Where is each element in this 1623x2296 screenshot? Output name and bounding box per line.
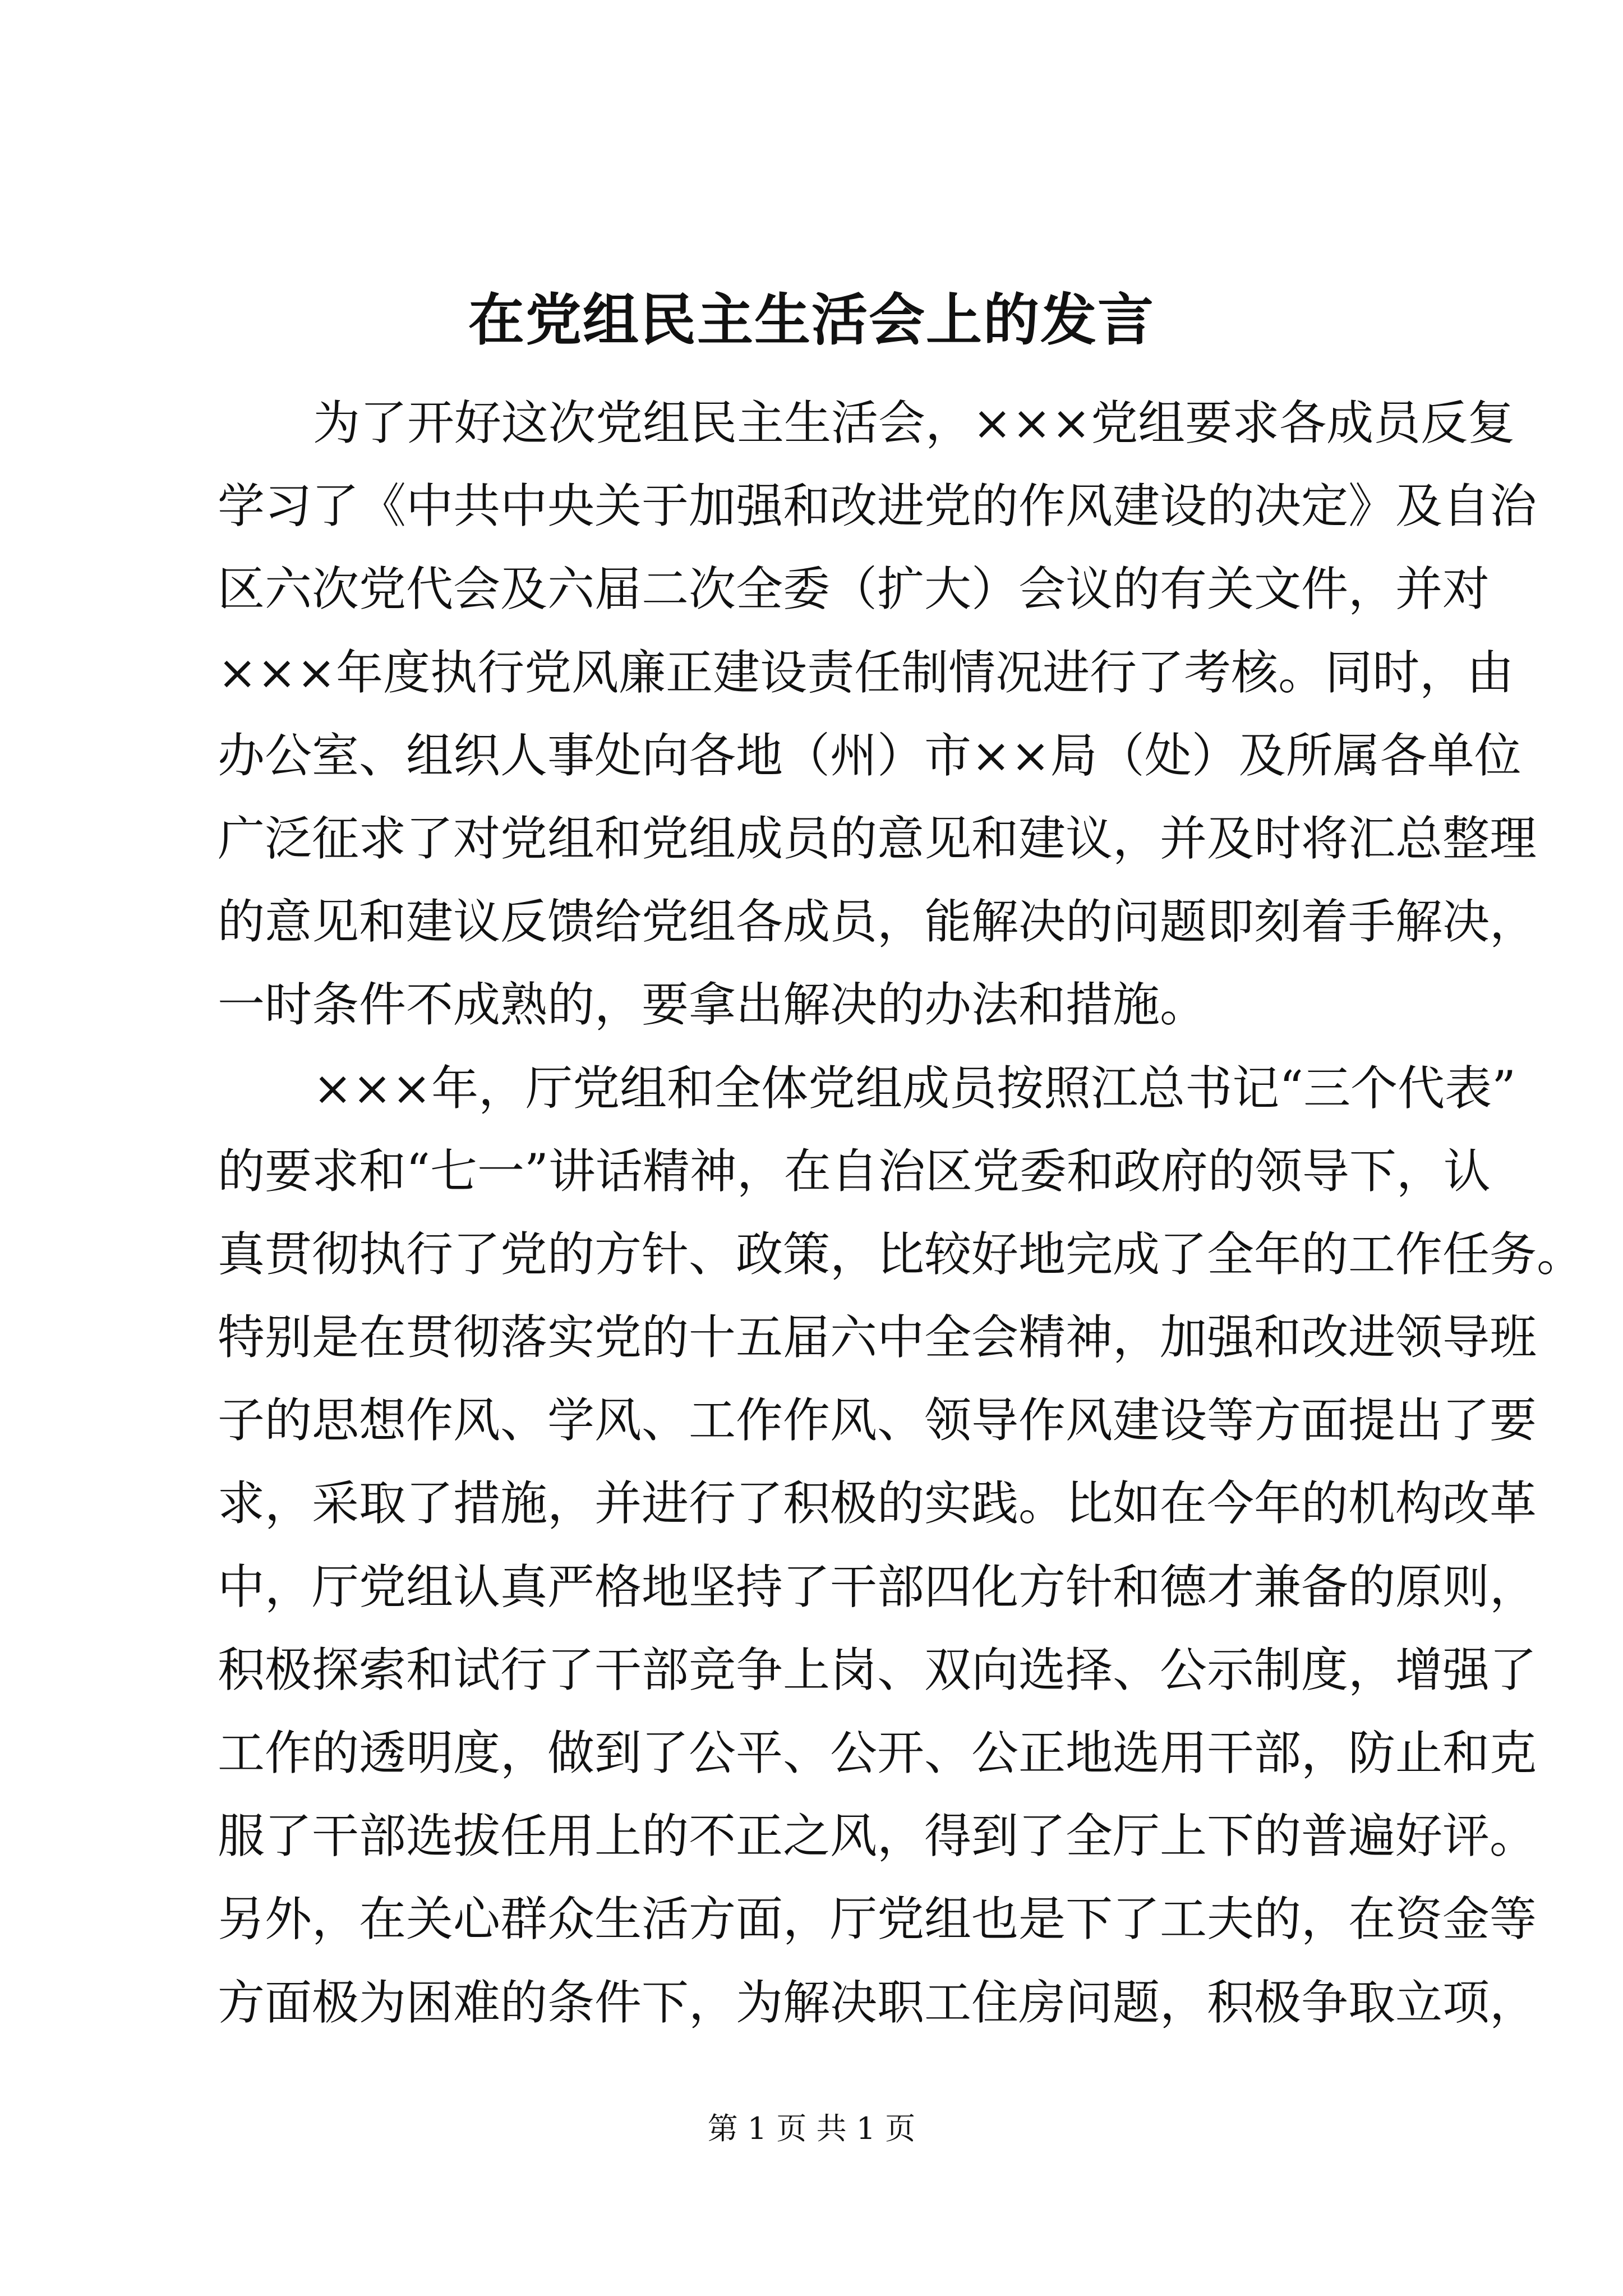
text-line: 的意见和建议反馈给党组各成员，能解决的问题即刻着手解决，: [218, 894, 1537, 950]
text-line: 真贯彻执行了党的方针、政策，比较好地完成了全年的工作任务。: [218, 1226, 1584, 1282]
text-line: ×××年，厅党组和全体党组成员按照江总书记“三个代表”: [313, 1060, 1516, 1116]
text-line: 广泛征求了对党组和党组成员的意见和建议，并及时将汇总整理: [218, 811, 1537, 866]
page-footer: 第 1 页 共 1 页: [707, 2111, 916, 2146]
document-body: [218, 381, 1584, 2044]
text-line: 子的思想作风、学风、工作作风、领导作风建设等方面提出了要: [218, 1393, 1537, 1448]
text-line: 方面极为困难的条件下，为解决职工住房问题，积极争取立项，: [218, 1975, 1537, 2030]
text-line: 为了开好这次党组民主生活会，×××党组要求各成员反复: [313, 395, 1515, 450]
text-line: 学习了《中共中央关于加强和改进党的作风建设的决定》及自治: [218, 478, 1537, 534]
text-line: 积极探索和试行了干部竞争上岗、双向选择、公示制度，增强了: [218, 1642, 1537, 1697]
document-title: 在党组民主生活会上的发言: [468, 287, 1155, 353]
text-line: ×××年度执行党风廉正建设责任制情况进行了考核。同时，由: [218, 645, 1514, 700]
text-line: 办公室、组织人事处向各地（州）市××局（处）及所属各单位: [218, 728, 1521, 783]
text-line: 服了干部选拔任用上的不正之风，得到了全厅上下的普遍好评。: [218, 1809, 1537, 1864]
paragraph-2: [218, 1047, 1584, 2044]
text-line: 的要求和“七一”讲话精神，在自治区党委和政府的领导下，认: [218, 1143, 1491, 1199]
text-line: 特别是在贯彻落实党的十五届六中全会精神，加强和改进领导班: [218, 1310, 1537, 1365]
text-line: 一时条件不成熟的，要拿出解决的办法和措施。: [218, 977, 1207, 1033]
text-line: 中，厅党组认真严格地坚持了干部四化方针和德才兼备的原则，: [218, 1559, 1537, 1614]
text-line: 求，采取了措施，并进行了积极的实践。比如在今年的机构改革: [218, 1476, 1537, 1531]
text-line: 工作的透明度，做到了公平、公开、公正地选用干部，防止和克: [218, 1726, 1537, 1780]
text-line: 另外，在关心群众生活方面，厅党组也是下了工夫的，在资金等: [218, 1892, 1537, 1947]
text-line: 区六次党代会及六届二次全委（扩大）会议的有关文件，并对: [218, 562, 1490, 617]
paragraph-1: [218, 381, 1537, 1047]
